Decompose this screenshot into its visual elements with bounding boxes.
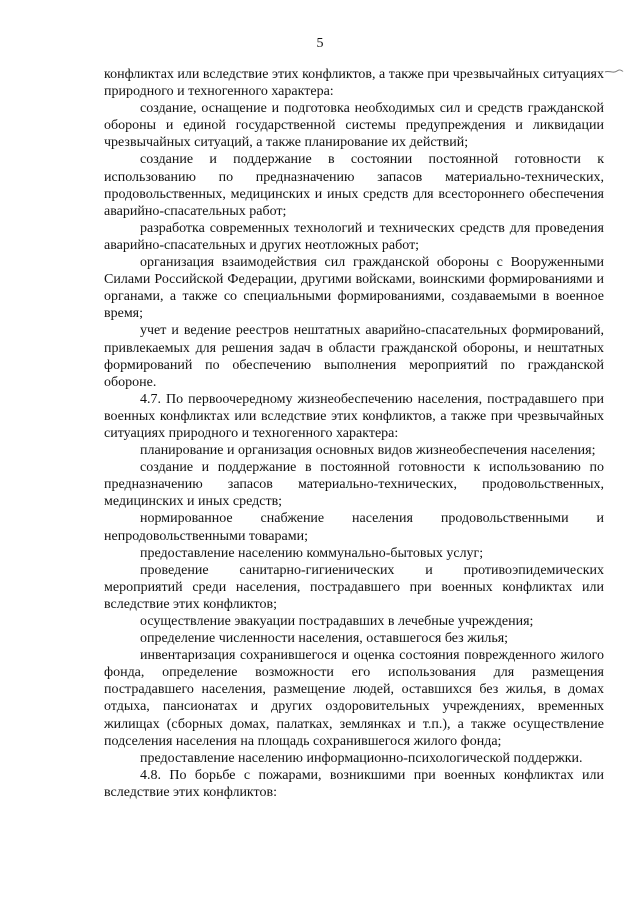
paragraph: осуществление эвакуации пострадавших в лечебные учреждения; — [140, 614, 534, 629]
paragraph: организация взаимодействия сил гражданской обороны с Вооруженными Силами Российской Федерации, другими войсками, воинскими формированиями и органами, а также со специальными формированиями, создаваемыми в военное время; — [104, 255, 604, 322]
paragraph: конфликтах или вследствие этих конфликтов, а также при чрезвычайных ситуациях природного и техногенного характера: — [104, 67, 604, 100]
page-number: 5 — [316, 36, 324, 51]
paragraph: учет и ведение реестров нештатных аварийно-спасательных формирований, привлекаемых для решения задач в области гражданской обороны, и нештатных формирований по обеспечению выполнения мероприятий по гражданской обороне. — [104, 323, 604, 390]
paragraph: предоставление населению информационно-психологической поддержки. — [140, 750, 583, 766]
paragraph: планирование и организация основных видов жизнеобеспечения населения; — [140, 443, 596, 459]
paragraph: предоставление населению коммунально-бытовых услуг; — [140, 545, 484, 561]
section-heading-paragraph: 4.7. По первоочередному жизнеобеспечению населения, пострадавшего при военных конфликтах или вследствие этих конфликтов, а также при чрезвычайных ситуациях природного и техногенного характера: — [104, 391, 604, 441]
paragraph: создание и поддержание в постоянной готовности к использованию по предназначению запасов материально-технических, продовольственных, медицинских и иных средств; — [104, 460, 604, 510]
section-heading-paragraph: 4.8. По борьбе с пожарами, возникшими при военных конфликтах или вследствие этих конфликтов: — [104, 767, 604, 800]
ink-mark-icon — [604, 63, 624, 75]
paragraph: разработка современных технологий и технических средств для проведения аварийно-спасательных и других неотложных работ; — [104, 220, 604, 253]
paragraph: создание, оснащение и подготовка необходимых сил и средств гражданской обороны и единой государственной системы предупреждения и ликвидации чрезвычайных ситуаций, а также планирование их действий; — [104, 101, 604, 151]
paragraph: проведение санитарно-гигиенических и противоэпидемических мероприятий среди населения, пострадавшего при военных конфликтах или вследствие этих конфликтов; — [104, 562, 604, 612]
document-body — [104, 66, 604, 801]
paragraph: создание и поддержание в состоянии постоянной готовности к использованию по предназначению запасов материально-технических, продовольственных, медицинских и иных средств для всестороннего обеспечения аварийно-спасательных работ; — [104, 152, 604, 219]
paragraph: определение численности населения, оставшегося без жилья; — [140, 631, 509, 647]
paragraph: нормированное снабжение населения продовольственными и непродовольственными товарами; — [104, 511, 604, 544]
paragraph: инвентаризация сохранившегося и оценка состояния поврежденного жилого фонда, определение возможности его использования для размещения пострадавшего населения, размещение людей, оставшихся без жилья, в домах отдыха, пансионатах и других оздоровительных учреждениях, временных жилищах (сборных домах, палатках, землянках и т.п.), а также осуществление подселения населения на площадь сохранившегося жилого фонда; — [104, 648, 604, 749]
